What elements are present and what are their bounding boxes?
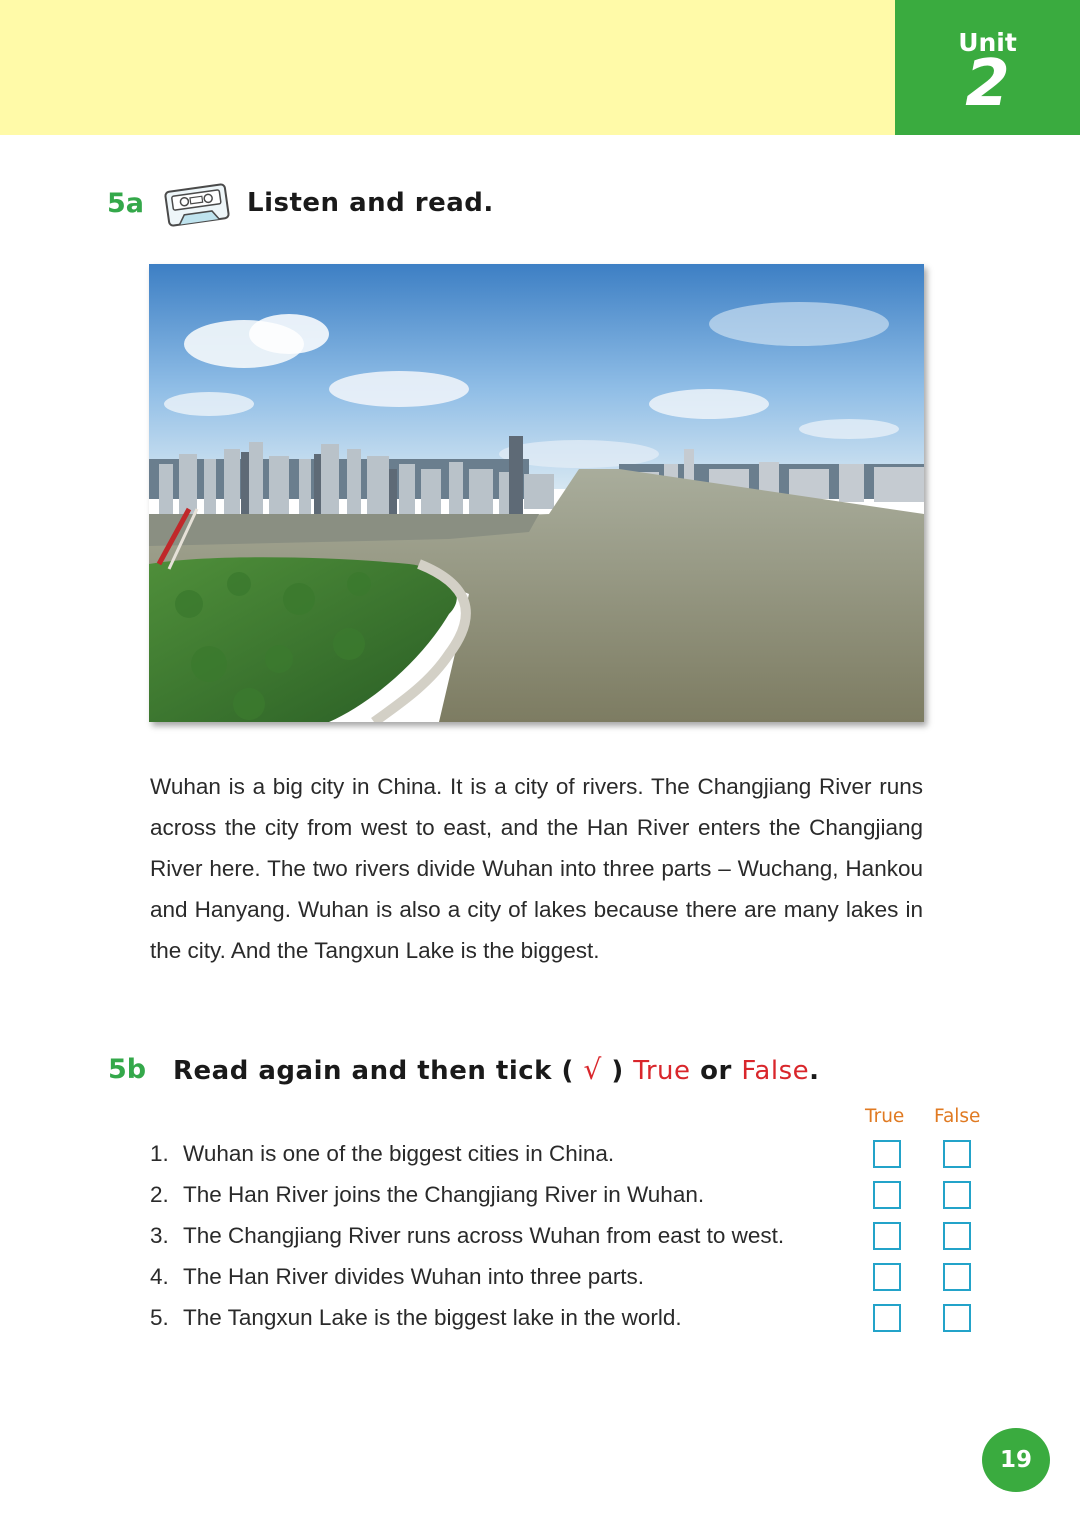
false-checkbox-5[interactable] <box>943 1304 971 1332</box>
statement-text: The Tangxun Lake is the biggest lake in the world. <box>183 1305 682 1330</box>
instruction-start: Read again and then tick ( <box>173 1056 574 1086</box>
section-5b-number: 5b <box>108 1054 147 1085</box>
statement-3 <box>150 1223 784 1249</box>
page-number: 19 <box>982 1428 1050 1492</box>
section-5a-instruction: Listen and read. <box>247 188 494 218</box>
reading-passage: Wuhan is a big city in China. It is a city of rivers. The Changjiang River runs across the city from west to east, and the Han River enters the Changjiang River here. The two rivers divide Wuhan into three parts – Wuchang, Hankou and Hanyang. Wuhan is also a city of lakes because there are many lakes in the city. And the Tangxun Lake is the biggest. <box>150 774 923 963</box>
statement-4 <box>150 1264 644 1290</box>
false-checkbox-3[interactable] <box>943 1222 971 1250</box>
instruction-mid: ) <box>611 1056 624 1086</box>
statement-number: 3. <box>150 1223 169 1248</box>
true-checkbox-2[interactable] <box>873 1181 901 1209</box>
true-column-header: True <box>865 1106 905 1127</box>
wuhan-river-photo <box>149 264 924 722</box>
true-checkbox-5[interactable] <box>873 1304 901 1332</box>
true-checkbox-3[interactable] <box>873 1222 901 1250</box>
true-checkbox-4[interactable] <box>873 1263 901 1291</box>
false-checkbox-2[interactable] <box>943 1181 971 1209</box>
statement-number: 5. <box>150 1305 169 1330</box>
statement-text: The Changjiang River runs across Wuhan from east to west. <box>183 1223 785 1248</box>
unit-number: 2 <box>965 47 1010 121</box>
statement-text: Wuhan is one of the biggest cities in China. <box>183 1141 615 1166</box>
section-5a-number: 5a <box>107 188 145 219</box>
or-word: or <box>700 1056 732 1086</box>
statement-5 <box>150 1305 682 1331</box>
true-checkbox-1[interactable] <box>873 1140 901 1168</box>
statement-number: 1. <box>150 1141 169 1166</box>
statement-number: 2. <box>150 1182 169 1207</box>
statement-2 <box>150 1182 704 1208</box>
instruction-period: . <box>809 1056 820 1086</box>
false-checkbox-1[interactable] <box>943 1140 971 1168</box>
statement-text: The Han River joins the Changjiang River in Wuhan. <box>183 1182 705 1207</box>
statement-1 <box>150 1141 614 1167</box>
statement-text: The Han River divides Wuhan into three parts. <box>183 1264 645 1289</box>
header-band <box>0 0 895 135</box>
false-word: False <box>741 1056 810 1086</box>
false-checkbox-4[interactable] <box>943 1263 971 1291</box>
tick-icon: √ <box>583 1053 602 1086</box>
cassette-icon[interactable] <box>161 180 233 230</box>
unit-label: Unit <box>958 28 1017 57</box>
unit-tab <box>895 0 1080 135</box>
statement-number: 4. <box>150 1264 169 1289</box>
section-5b-instruction <box>173 1053 820 1086</box>
wuhan-photo-illustration <box>149 264 924 722</box>
true-word: True <box>633 1056 691 1086</box>
false-column-header: False <box>934 1106 981 1127</box>
